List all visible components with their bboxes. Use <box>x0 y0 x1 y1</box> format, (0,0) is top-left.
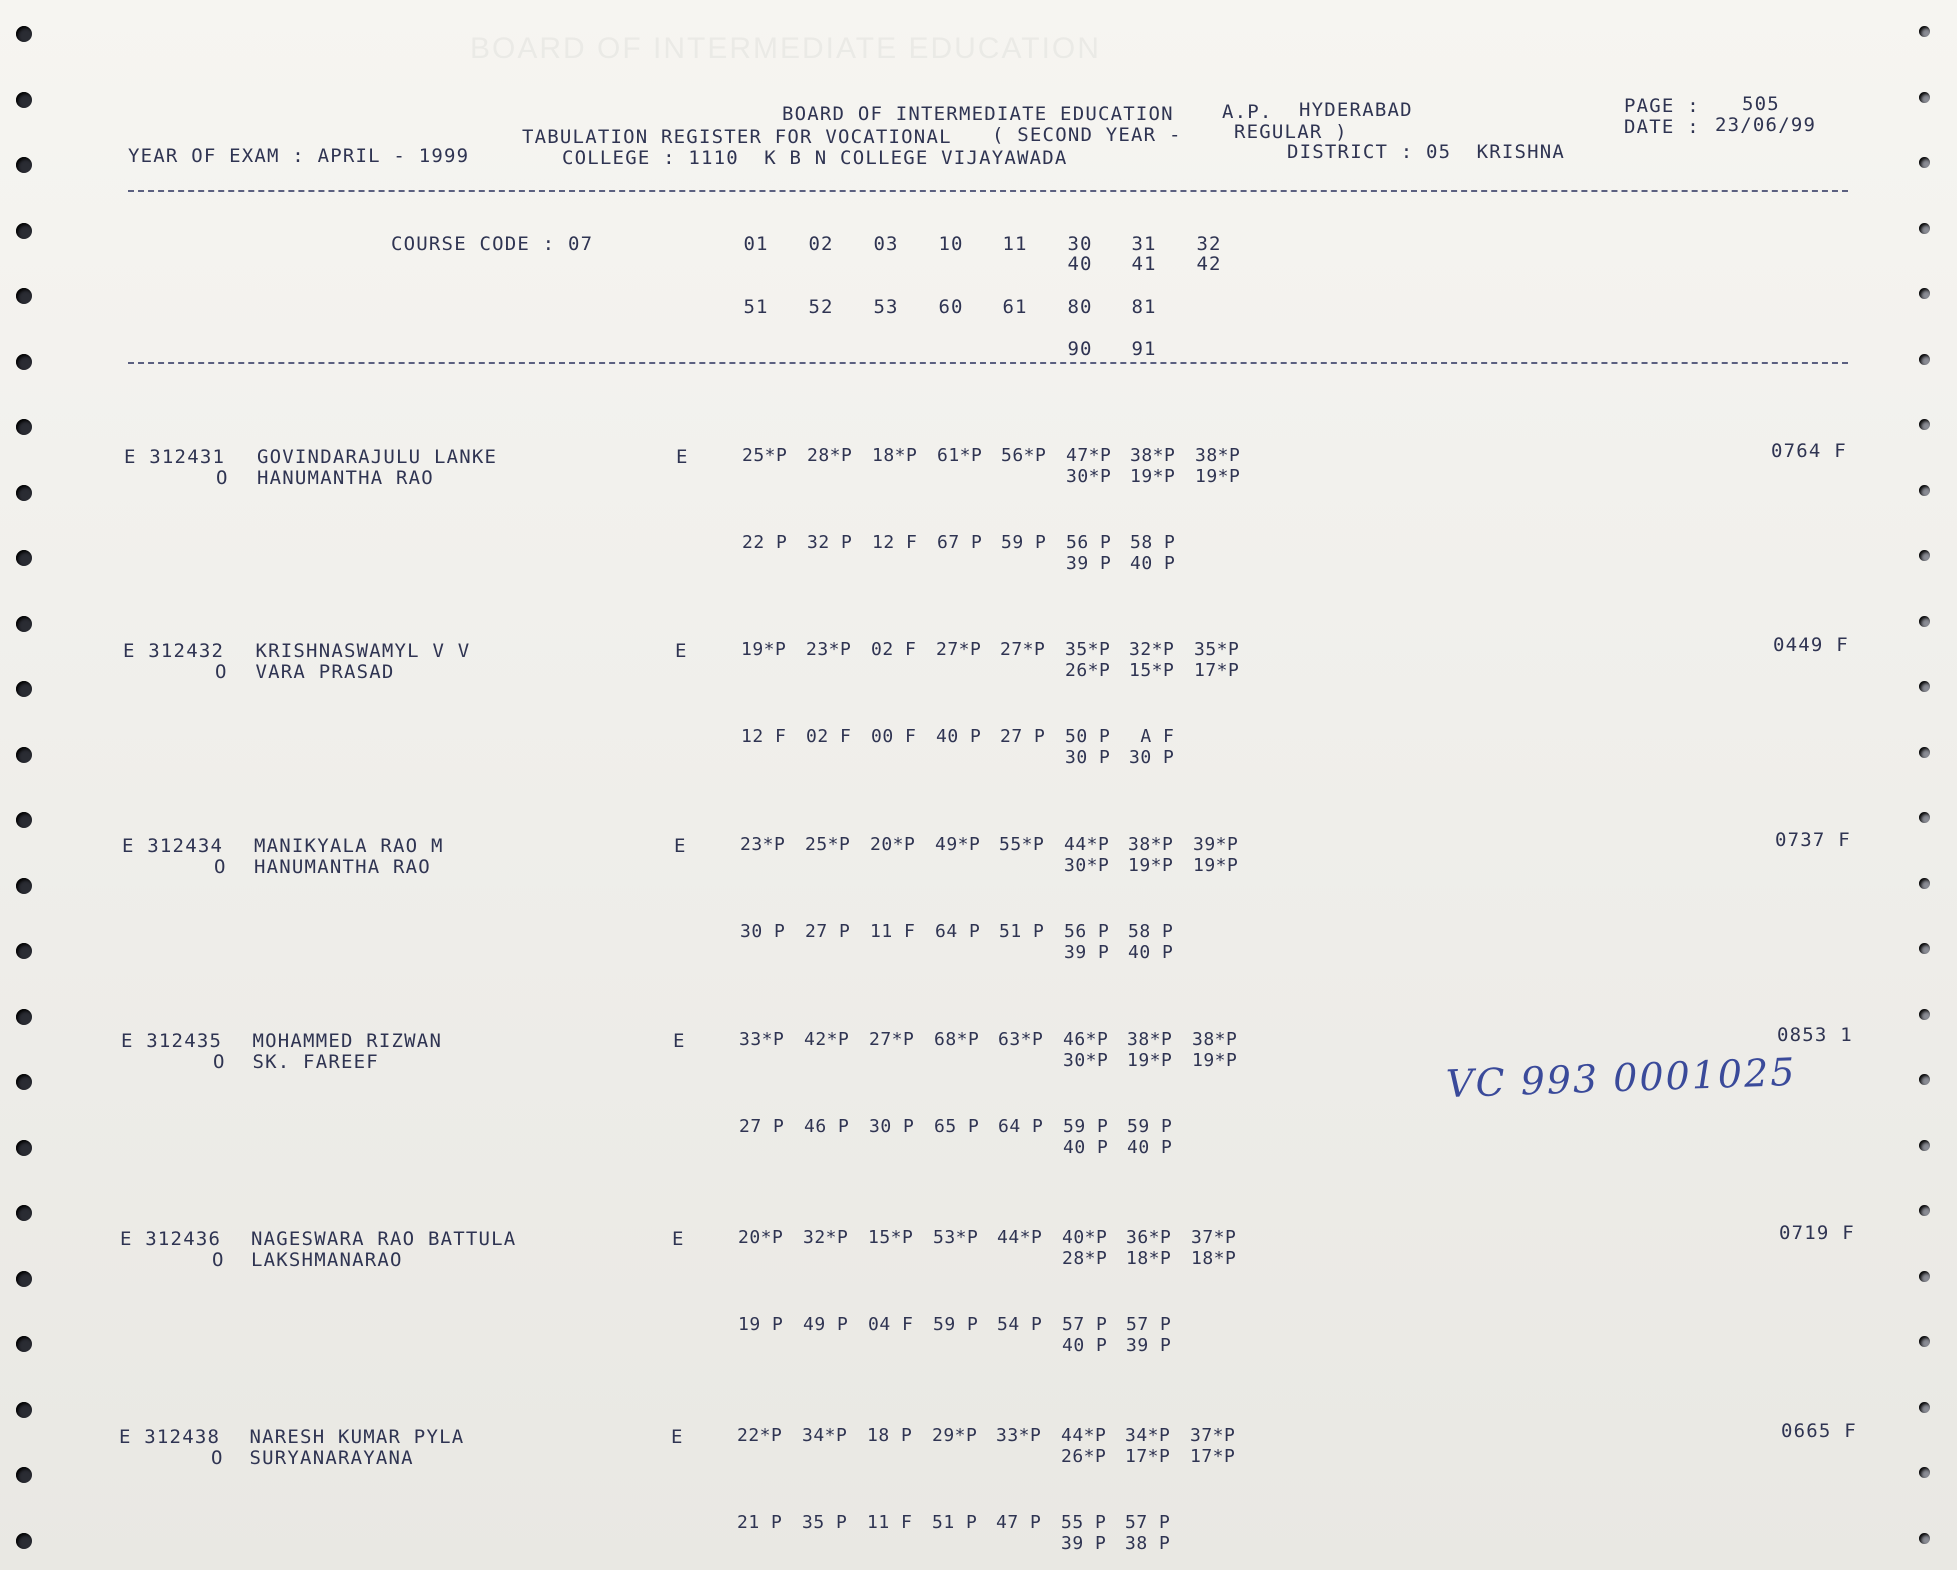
mark-cell: 51 P <box>999 921 1045 942</box>
feed-hole <box>1919 1009 1930 1020</box>
mark-cell: 44*P <box>1064 834 1110 855</box>
course-code: 10 <box>938 233 964 255</box>
course-code: 41 <box>1131 253 1157 275</box>
mark-cell: 42*P <box>804 1029 850 1050</box>
mark-cell: 47*P <box>1066 445 1112 466</box>
mark-cell: 23*P <box>806 639 852 660</box>
hall-ticket-number: E 312438 <box>119 1426 221 1448</box>
page-label: PAGE : <box>1624 95 1700 117</box>
feed-hole <box>16 288 32 304</box>
course-code: 61 <box>1002 296 1028 318</box>
mark-cell: 17*P <box>1190 1446 1236 1467</box>
mark-cell: 39 P <box>1064 942 1110 963</box>
status-flag: O <box>213 1051 226 1073</box>
mark-cell: 28*P <box>807 445 853 466</box>
mark-cell: 15*P <box>868 1227 914 1248</box>
mark-cell: 34*P <box>1125 1425 1171 1446</box>
mark-cell: 17*P <box>1125 1446 1171 1467</box>
mark-cell: 11 F <box>870 921 916 942</box>
mark-cell: 65 P <box>934 1116 980 1137</box>
divider-bottom <box>128 362 1848 364</box>
mark-cell: 04 F <box>868 1314 914 1335</box>
mark-cell: 19*P <box>1193 855 1239 876</box>
course-code: 11 <box>1002 233 1028 255</box>
mark-cell: 32 P <box>807 532 853 553</box>
mark-cell: 18 P <box>867 1425 913 1446</box>
mark-cell: 49 P <box>803 1314 849 1335</box>
mark-cell: 19*P <box>1127 1050 1173 1071</box>
mark-cell: 12 F <box>872 532 918 553</box>
mark-cell: 30 P <box>1129 747 1175 768</box>
feed-hole <box>16 681 32 697</box>
course-code: 32 <box>1196 233 1222 255</box>
mark-cell: 61*P <box>937 445 983 466</box>
state-label: A.P. <box>1222 101 1273 123</box>
mark-cell: 30*P <box>1064 855 1110 876</box>
feed-hole <box>16 223 32 239</box>
mark-cell: 17*P <box>1194 660 1240 681</box>
mark-cell: 30 P <box>1065 747 1111 768</box>
feed-hole <box>16 943 32 959</box>
feed-hole <box>16 354 32 370</box>
mark-cell: 35 P <box>802 1512 848 1533</box>
mark-cell: 02 F <box>871 639 917 660</box>
mark-cell: 30 P <box>869 1116 915 1137</box>
feed-hole <box>1919 419 1930 430</box>
total-result: 0764 F <box>1771 440 1847 462</box>
feed-hole <box>16 26 32 42</box>
course-code: 81 <box>1131 296 1157 318</box>
course-code: 51 <box>743 296 769 318</box>
mark-cell: 33*P <box>996 1425 1042 1446</box>
feed-hole <box>1919 681 1930 692</box>
feed-hole <box>16 1271 32 1287</box>
mark-cell: 68*P <box>934 1029 980 1050</box>
mark-cell: 32*P <box>803 1227 849 1248</box>
feed-hole <box>16 1009 32 1025</box>
mark-cell: 40 P <box>1128 942 1174 963</box>
course-code: 02 <box>808 233 834 255</box>
mark-cell: 35*P <box>1065 639 1111 660</box>
course-code: 40 <box>1067 253 1093 275</box>
mark-cell: 63*P <box>998 1029 1044 1050</box>
handwritten-note: VC 993 0001025 <box>1445 1049 1798 1107</box>
mark-cell: A F <box>1129 726 1175 747</box>
mark-cell: 55*P <box>999 834 1045 855</box>
mark-cell: 27*P <box>1000 639 1046 660</box>
mark-cell: 46*P <box>1063 1029 1109 1050</box>
medium-code: E <box>673 1030 686 1052</box>
feed-hole <box>1919 1074 1930 1085</box>
mark-cell: 25*P <box>805 834 851 855</box>
mark-cell: 35*P <box>1194 639 1240 660</box>
feed-hole <box>16 1074 32 1090</box>
mark-cell: 40*P <box>1062 1227 1108 1248</box>
father-name: SURYANARAYANA <box>249 1447 414 1469</box>
mark-cell: 18*P <box>1191 1248 1237 1269</box>
hall-ticket-number: E 312436 <box>120 1228 222 1250</box>
mark-cell: 59 P <box>1127 1116 1173 1137</box>
feed-hole <box>16 812 32 828</box>
mark-cell: 19*P <box>741 639 787 660</box>
feed-hole <box>1919 354 1930 365</box>
course-code: 53 <box>873 296 899 318</box>
page-number: 505 <box>1742 93 1780 115</box>
tractor-feed-holes-left <box>12 0 42 1570</box>
feed-hole <box>16 485 32 501</box>
feed-hole <box>16 616 32 632</box>
mark-cell: 11 F <box>867 1512 913 1533</box>
mark-cell: 39*P <box>1193 834 1239 855</box>
course-code: 52 <box>808 296 834 318</box>
mark-cell: 15*P <box>1129 660 1175 681</box>
mark-cell: 36*P <box>1126 1227 1172 1248</box>
mark-cell: 22*P <box>737 1425 783 1446</box>
mark-cell: 18*P <box>872 445 918 466</box>
student-name: NAGESWARA RAO BATTULA <box>251 1228 517 1250</box>
course-code: 91 <box>1131 338 1157 360</box>
mark-cell: 56 P <box>1066 532 1112 553</box>
feed-hole <box>16 157 32 173</box>
mark-cell: 34*P <box>802 1425 848 1446</box>
tractor-feed-holes-right <box>1915 0 1945 1570</box>
mark-cell: 27 P <box>739 1116 785 1137</box>
father-name: HANUMANTHA RAO <box>257 467 434 489</box>
mark-cell: 22 P <box>742 532 788 553</box>
father-name: LAKSHMANARAO <box>251 1249 403 1271</box>
mark-cell: 57 P <box>1126 1314 1172 1335</box>
feed-hole <box>1919 812 1930 823</box>
mark-cell: 40 P <box>1130 553 1176 574</box>
mark-cell: 19 P <box>738 1314 784 1335</box>
course-code: 90 <box>1067 338 1093 360</box>
feed-hole <box>1919 943 1930 954</box>
mark-cell: 28*P <box>1062 1248 1108 1269</box>
mark-cell: 26*P <box>1065 660 1111 681</box>
father-name: VARA PRASAD <box>255 661 395 683</box>
feed-hole <box>16 1467 32 1483</box>
mark-cell: 23*P <box>740 834 786 855</box>
mark-cell: 38*P <box>1192 1029 1238 1050</box>
medium-code: E <box>671 1426 684 1448</box>
mark-cell: 19*P <box>1130 466 1176 487</box>
mark-cell: 38*P <box>1128 834 1174 855</box>
feed-hole <box>1919 92 1930 103</box>
mark-cell: 59 P <box>1001 532 1047 553</box>
mark-cell: 58 P <box>1130 532 1176 553</box>
city-label: HYDERABAD <box>1299 99 1413 121</box>
medium-code: E <box>676 446 689 468</box>
mark-cell: 19*P <box>1128 855 1174 876</box>
status-flag: O <box>212 1249 225 1271</box>
father-name: HANUMANTHA RAO <box>254 856 431 878</box>
total-result: 0737 F <box>1775 829 1851 851</box>
feed-hole <box>1919 1205 1930 1216</box>
feed-hole <box>1919 223 1930 234</box>
status-flag: O <box>215 661 228 683</box>
mark-cell: 30 P <box>740 921 786 942</box>
feed-hole <box>1919 1140 1930 1151</box>
mark-cell: 21 P <box>737 1512 783 1533</box>
mark-cell: 27 P <box>1000 726 1046 747</box>
regular-label: REGULAR ) <box>1234 121 1348 143</box>
feed-hole <box>1919 1467 1930 1478</box>
mark-cell: 58 P <box>1128 921 1174 942</box>
mark-cell: 12 F <box>741 726 787 747</box>
feed-hole <box>16 419 32 435</box>
feed-hole <box>1919 157 1930 168</box>
mark-cell: 25*P <box>742 445 788 466</box>
mark-cell: 51 P <box>932 1512 978 1533</box>
mark-cell: 40 P <box>1127 1137 1173 1158</box>
hall-ticket-number: E 312435 <box>121 1030 223 1052</box>
mark-cell: 55 P <box>1061 1512 1107 1533</box>
student-name: NARESH KUMAR PYLA <box>249 1426 465 1448</box>
mark-cell: 56 P <box>1064 921 1110 942</box>
mark-cell: 26*P <box>1061 1446 1107 1467</box>
feed-hole <box>1919 747 1930 758</box>
year-part-label: ( SECOND YEAR - <box>992 124 1182 146</box>
mark-cell: 20*P <box>870 834 916 855</box>
mark-cell: 49*P <box>935 834 981 855</box>
course-code: 01 <box>743 233 769 255</box>
mark-cell: 50 P <box>1065 726 1111 747</box>
mark-cell: 57 P <box>1062 1314 1108 1335</box>
mark-cell: 29*P <box>932 1425 978 1446</box>
mark-cell: 59 P <box>933 1314 979 1335</box>
feed-hole <box>1919 1271 1930 1282</box>
student-name: GOVINDARAJULU LANKE <box>257 446 498 468</box>
mark-cell: 27*P <box>869 1029 915 1050</box>
district-label: DISTRICT : 05 KRISHNA <box>1287 141 1566 163</box>
mark-cell: 57 P <box>1125 1512 1171 1533</box>
course-code: 31 <box>1131 233 1157 255</box>
mark-cell: 02 F <box>806 726 852 747</box>
feed-hole <box>1919 550 1930 561</box>
hall-ticket-number: E 312431 <box>124 446 226 468</box>
hall-ticket-number: E 312434 <box>122 835 224 857</box>
feed-hole <box>16 1205 32 1221</box>
mark-cell: 39 P <box>1066 553 1112 574</box>
mark-cell: 38*P <box>1127 1029 1173 1050</box>
feed-hole <box>16 550 32 566</box>
mark-cell: 00 F <box>871 726 917 747</box>
medium-code: E <box>672 1228 685 1250</box>
feed-hole <box>16 878 32 894</box>
medium-code: E <box>674 835 687 857</box>
feed-hole <box>1919 288 1930 299</box>
course-code: 80 <box>1067 296 1093 318</box>
course-code-label: COURSE CODE : 07 <box>391 233 594 255</box>
total-result: 0853 1 <box>1777 1024 1853 1046</box>
tabulation-title: TABULATION REGISTER FOR VOCATIONAL <box>522 126 952 148</box>
mark-cell: 54 P <box>997 1314 1043 1335</box>
bleed-through-text: BOARD OF INTERMEDIATE EDUCATION <box>470 32 1101 65</box>
student-name: KRISHNASWAMYL V V <box>255 640 471 662</box>
date-label: DATE : <box>1624 116 1700 138</box>
college-label: COLLEGE : 1110 K B N COLLEGE VIJAYAWADA <box>562 147 1068 169</box>
father-name: SK. FAREEF <box>252 1051 379 1073</box>
mark-cell: 40 P <box>1063 1137 1109 1158</box>
total-result: 0449 F <box>1773 634 1849 656</box>
mark-cell: 56*P <box>1001 445 1047 466</box>
mark-cell: 59 P <box>1063 1116 1109 1137</box>
mark-cell: 67 P <box>937 532 983 553</box>
feed-hole <box>16 1336 32 1352</box>
mark-cell: 40 P <box>936 726 982 747</box>
feed-hole <box>1919 26 1930 37</box>
date-value: 23/06/99 <box>1715 114 1817 136</box>
feed-hole <box>1919 878 1930 889</box>
mark-cell: 37*P <box>1190 1425 1236 1446</box>
total-result: 0665 F <box>1781 1420 1857 1442</box>
feed-hole <box>16 747 32 763</box>
student-name: MOHAMMED RIZWAN <box>252 1030 443 1052</box>
mark-cell: 44*P <box>1061 1425 1107 1446</box>
feed-hole <box>1919 485 1930 496</box>
feed-hole <box>1919 1402 1930 1413</box>
mark-cell: 33*P <box>739 1029 785 1050</box>
course-code: 42 <box>1196 253 1222 275</box>
mark-cell: 64 P <box>998 1116 1044 1137</box>
course-code: 60 <box>938 296 964 318</box>
feed-hole <box>1919 1336 1930 1347</box>
mark-cell: 44*P <box>997 1227 1043 1248</box>
hall-ticket-number: E 312432 <box>123 640 225 662</box>
feed-hole <box>16 1140 32 1156</box>
feed-hole <box>1919 616 1930 627</box>
feed-hole <box>16 1533 32 1549</box>
total-result: 0719 F <box>1779 1222 1855 1244</box>
feed-hole <box>16 1402 32 1418</box>
mark-cell: 19*P <box>1195 466 1241 487</box>
student-name: MANIKYALA RAO M <box>254 835 444 857</box>
mark-cell: 38*P <box>1130 445 1176 466</box>
mark-cell: 32*P <box>1129 639 1175 660</box>
mark-cell: 19*P <box>1192 1050 1238 1071</box>
medium-code: E <box>675 640 688 662</box>
mark-cell: 30*P <box>1066 466 1112 487</box>
mark-cell: 64 P <box>935 921 981 942</box>
mark-cell: 18*P <box>1126 1248 1172 1269</box>
mark-cell: 38*P <box>1195 445 1241 466</box>
mark-cell: 38 P <box>1125 1533 1171 1554</box>
divider-top <box>128 190 1848 192</box>
mark-cell: 37*P <box>1191 1227 1237 1248</box>
course-code: 03 <box>873 233 899 255</box>
mark-cell: 27 P <box>805 921 851 942</box>
feed-hole <box>16 92 32 108</box>
board-title: BOARD OF INTERMEDIATE EDUCATION <box>782 103 1174 125</box>
mark-cell: 39 P <box>1061 1533 1107 1554</box>
status-flag: O <box>214 856 227 878</box>
mark-cell: 40 P <box>1062 1335 1108 1356</box>
mark-cell: 30*P <box>1063 1050 1109 1071</box>
feed-hole <box>1919 1533 1930 1544</box>
status-flag: O <box>211 1447 224 1469</box>
course-code: 30 <box>1067 233 1093 255</box>
mark-cell: 39 P <box>1126 1335 1172 1356</box>
mark-cell: 46 P <box>804 1116 850 1137</box>
status-flag: O <box>216 467 229 489</box>
mark-cell: 20*P <box>738 1227 784 1248</box>
mark-cell: 47 P <box>996 1512 1042 1533</box>
mark-cell: 27*P <box>936 639 982 660</box>
mark-cell: 53*P <box>933 1227 979 1248</box>
year-of-exam: YEAR OF EXAM : APRIL - 1999 <box>128 145 470 167</box>
